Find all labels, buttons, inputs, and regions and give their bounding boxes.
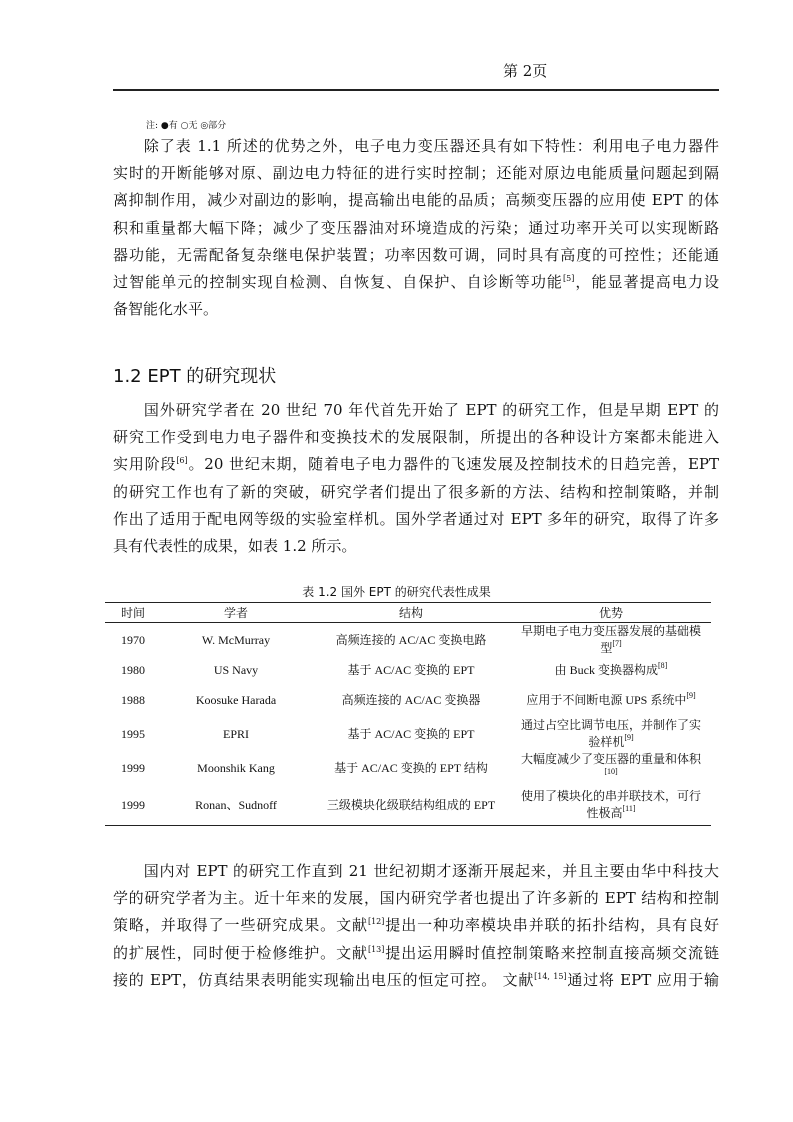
para3-line-3: 策略，并取得了一些研究成果。文献: [113, 916, 368, 935]
para1-line-4: 积和重量都大幅下降；减少了变压器油对环境造成的污染；通过功率开关可以实现断路: [113, 218, 719, 237]
advantage-text: 早期电子电力变压器发展的基础模型: [520, 624, 701, 655]
cell-year: 1970: [121, 632, 145, 647]
cell-structure: 高频连接的 AC/AC 变换器: [341, 692, 481, 707]
cell-scholar: Ronan、Sudnoff: [161, 785, 311, 826]
col-header-scholar: 学者: [161, 603, 311, 623]
citation-ref: [14, 15]: [534, 971, 567, 981]
para1-line-7: 备智能化水平。: [113, 300, 219, 319]
cell-year: 1980: [121, 662, 145, 677]
cell-year: 1995: [121, 726, 145, 741]
table-row: [105, 657, 711, 683]
cell-structure: 基于 AC/AC 变换的 EPT: [347, 726, 475, 741]
citation-ref: [5]: [563, 274, 575, 284]
para3-line-5: 接的 EPT，仿真结果表明能实现输出电压的恒定可控。 文献: [113, 970, 535, 989]
cell-scholar: Moonshik Kang: [197, 760, 275, 775]
cell-advantage: [511, 657, 711, 683]
cell-advantage: [511, 683, 711, 717]
cell-scholar: EPRI: [222, 726, 249, 741]
advantage-text: 由 Buck 变换器构成: [554, 662, 658, 677]
cell-structure: 基于 AC/AC 变换的 EPT 结构: [334, 760, 488, 775]
citation-ref: [9]: [686, 690, 696, 700]
cell-scholar: Koosuke Harada: [195, 692, 277, 707]
citation-ref: [13]: [367, 944, 385, 954]
para1-line-6-tail: ，能显著提高电力设: [574, 273, 719, 292]
cell-scholar: W. McMurray: [201, 632, 271, 647]
table-caption: 表 1.2 国外 EPT 的研究代表性成果: [302, 585, 491, 599]
cell-year: 1988: [121, 692, 145, 707]
citation-ref: [10]: [604, 767, 618, 776]
cell-structure: 三级模块化级联结构组成的 EPT: [311, 785, 511, 826]
para3-line-5-tail: 通过将 EPT 应用于输: [566, 970, 720, 989]
advantage-text: 应用于不间断电源 UPS 系统中: [526, 692, 687, 707]
paragraph-3: [113, 858, 719, 994]
paragraph-1: [113, 133, 719, 323]
table-row: [105, 683, 711, 717]
page-number: 第 2页: [503, 62, 548, 80]
para2-line-3-tail: 。20 世纪末期，随着电子电力器件的飞速发展及控制技术的日趋完善，EPT: [187, 455, 719, 474]
cell-year: 1999: [121, 760, 145, 775]
legend-note: 注: ●有 ○无 ◎部分: [146, 121, 227, 131]
para1-line-2: 实时的开断能够对原、副边电力特征的进行实时控制；还能对原边电能质量问题起到隔: [113, 164, 719, 183]
para2-line-2: 研究工作受到电力电子器件和变换技术的发展限制，所提出的各种设计方案都未能进入: [113, 428, 719, 447]
cell-advantage: [511, 623, 711, 658]
citation-ref: [11]: [622, 804, 636, 813]
para3-line-2: 学的研究学者为主。近十年来的发展，国内研究学者也提出了许多新的 EPT 结构和控制: [113, 889, 719, 908]
citation-ref: [8]: [658, 660, 668, 670]
cell-advantage: [511, 785, 711, 826]
cell-year: 1999: [105, 785, 161, 826]
citation-ref: [7]: [612, 639, 622, 648]
col-header-structure: 结构: [311, 603, 511, 623]
citation-ref: [6]: [176, 456, 188, 466]
para3-line-1: 国内对 EPT 的研究工作直到 21 世纪初期才逐渐开展起来，并且主要由华中科技大: [143, 862, 719, 880]
table-row: [105, 785, 711, 826]
table-header-row: [105, 603, 711, 623]
cell-advantage: [511, 751, 711, 785]
cell-structure: 高频连接的 AC/AC 变换电路: [335, 632, 487, 647]
table-row: [105, 623, 711, 658]
para2-line-3: 实用阶段: [113, 455, 177, 474]
table-row: [105, 751, 711, 785]
paragraph-2: [113, 397, 719, 560]
cell-structure: 基于 AC/AC 变换的 EPT: [347, 662, 475, 677]
para3-line-3-tail: 提出一种功率模块串并联的拓扑结构，具有良好: [384, 916, 719, 935]
para2-line-4: 的研究工作也有了新的突破，研究学者们提出了很多新的方法、结构和控制策略，并制: [113, 482, 719, 501]
section-heading: 1.2 EPT 的研究现状: [113, 366, 277, 387]
citation-ref: [9]: [624, 733, 634, 742]
cell-advantage: [511, 717, 711, 751]
citation-ref: [12]: [367, 917, 385, 927]
advantage-text: 使用了模块化的串并联技术，可行性极高: [520, 789, 701, 820]
table-row: [105, 717, 711, 751]
para1-line-3: 离抑制作用，减少对副边的影响，提高输出电能的品质；高频变压器的应用使 EPT 的体: [113, 191, 719, 210]
para3-line-4: 的扩展性，同时便于检修维护。文献: [113, 943, 368, 962]
para2-line-5: 作出了适用于配电网等级的实验室样机。国外学者通过对 EPT 多年的研究，取得了许多: [113, 509, 719, 528]
advantage-text: 通过占空比调节电压，并制作了实验样机: [520, 718, 701, 749]
col-header-year: 时间: [105, 603, 161, 623]
para2-line-6: 具有代表性的成果，如表 1.2 所示。: [113, 537, 357, 556]
cell-scholar: US Navy: [213, 662, 259, 677]
col-header-advantage: 优势: [511, 603, 711, 623]
para2-line-1: 国外研究学者在 20 世纪 70 年代首先开始了 EPT 的研究工作，但是早期 EPT 的: [143, 401, 719, 419]
para1-line-6: 过智能单元的控制实现自检测、自恢复、自保护、自诊断等功能: [113, 273, 563, 292]
para1-line-1: 除了表 1.1 所述的优势之外，电子电力变压器还具有如下特性：利用电子电力器件: [143, 137, 719, 155]
header-rule: [113, 89, 719, 91]
advantage-text: 大幅度减少了变压器的重量和体积: [520, 752, 701, 766]
results-table: [105, 602, 711, 826]
para1-line-5: 器功能，无需配备复杂继电保护装置；功率因数可调，同时具有高度的可控性；还能通: [113, 245, 719, 264]
para3-line-4-tail: 提出运用瞬时值控制策略来控制直接高频交流链: [384, 943, 719, 962]
